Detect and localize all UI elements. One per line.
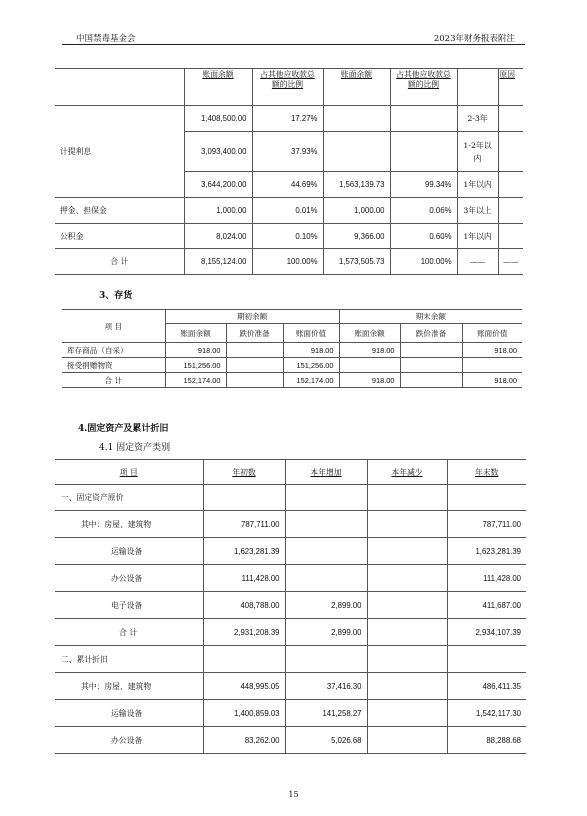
cell bbox=[498, 224, 523, 249]
table-row bbox=[55, 673, 526, 700]
section-title: 4.固定资产及累计折旧 bbox=[78, 424, 169, 434]
table-row bbox=[55, 485, 526, 511]
total-row bbox=[55, 619, 526, 646]
row-label: 办公设备 bbox=[55, 565, 203, 592]
cell: 2,899.00 bbox=[285, 592, 367, 619]
cell bbox=[323, 132, 390, 172]
row-label: 合 计 bbox=[55, 249, 184, 275]
col-header: 账面价值 bbox=[462, 324, 522, 343]
cell: 1,542,117.30 bbox=[447, 700, 526, 727]
table-row bbox=[55, 538, 526, 565]
cell: 152,174.00 bbox=[283, 373, 339, 388]
cell: 111,428.00 bbox=[203, 565, 285, 592]
cell: 918.00 bbox=[165, 343, 226, 358]
table-row bbox=[55, 592, 526, 619]
table-header-row bbox=[62, 310, 522, 324]
cell: 44.69% bbox=[252, 172, 323, 198]
total-row bbox=[62, 373, 522, 388]
row-label: 其中：房屋、建筑物 bbox=[55, 673, 203, 700]
cell: 411,687.00 bbox=[447, 592, 526, 619]
row-label: 计提利息 bbox=[55, 106, 184, 198]
table-row bbox=[55, 646, 526, 673]
cell: 2,931,208.39 bbox=[203, 619, 285, 646]
cell bbox=[498, 132, 523, 172]
cell bbox=[367, 673, 447, 700]
cell: 1,000.00 bbox=[323, 198, 390, 224]
cell: 1,623,281.39 bbox=[203, 538, 285, 565]
cell bbox=[390, 132, 457, 172]
cell: 99.34% bbox=[390, 172, 457, 198]
cell: 100.00% bbox=[252, 249, 323, 275]
header-blank bbox=[457, 69, 498, 106]
col-header: 跌价准备 bbox=[226, 324, 283, 343]
cell: 918.00 bbox=[339, 373, 400, 388]
cell: 1年以内 bbox=[457, 224, 498, 249]
cell: 918.00 bbox=[462, 373, 522, 388]
cell bbox=[498, 198, 523, 224]
cell bbox=[367, 485, 447, 511]
cell: 111,428.00 bbox=[447, 565, 526, 592]
table-row bbox=[55, 511, 526, 538]
group-header: 期初余额 bbox=[165, 310, 339, 324]
cell bbox=[367, 700, 447, 727]
table-row bbox=[62, 358, 522, 373]
table-row bbox=[55, 565, 526, 592]
cell bbox=[226, 373, 283, 388]
col-header: 跌价准备 bbox=[400, 324, 462, 343]
cell: 8,155,124.00 bbox=[184, 249, 252, 275]
col-header: 年初数 bbox=[203, 460, 285, 485]
cell: 1,573,505.73 bbox=[323, 249, 390, 275]
group-header: 期末余额 bbox=[339, 310, 522, 324]
table-row bbox=[55, 198, 523, 224]
row-label: 运输设备 bbox=[55, 538, 203, 565]
cell: 5,026.68 bbox=[285, 727, 367, 754]
total-row bbox=[55, 249, 523, 275]
cell: 448,995.05 bbox=[203, 673, 285, 700]
cell: 141,258.27 bbox=[285, 700, 367, 727]
cell: 88,288.68 bbox=[447, 727, 526, 754]
header-blank bbox=[55, 69, 184, 106]
col-header: 本年增加 bbox=[285, 460, 367, 485]
col-header: 账面价值 bbox=[283, 324, 339, 343]
cell bbox=[367, 592, 447, 619]
table-row bbox=[55, 106, 523, 132]
cell: 2,899.00 bbox=[285, 619, 367, 646]
cell bbox=[339, 358, 400, 373]
row-label: 公积金 bbox=[55, 224, 184, 249]
cell bbox=[447, 485, 526, 511]
cell bbox=[285, 538, 367, 565]
cell: 37,416.30 bbox=[285, 673, 367, 700]
cell: 787,711.00 bbox=[203, 511, 285, 538]
col-header: 账面余额 bbox=[184, 69, 252, 106]
cell: 3年以上 bbox=[457, 198, 498, 224]
table-header-row bbox=[55, 460, 526, 485]
fixed-assets-table bbox=[55, 459, 526, 754]
cell: —— bbox=[457, 249, 498, 275]
cell: 1,400,859.03 bbox=[203, 700, 285, 727]
cell: 8,024.00 bbox=[184, 224, 252, 249]
cell: 0.10% bbox=[252, 224, 323, 249]
row-label: 一、固定资产原价 bbox=[55, 485, 203, 511]
cell bbox=[367, 619, 447, 646]
cell bbox=[367, 646, 447, 673]
col-header: 账面余额 bbox=[165, 324, 226, 343]
cell: 83,262.00 bbox=[203, 727, 285, 754]
cell bbox=[462, 358, 522, 373]
cell: 1,563,139.73 bbox=[323, 172, 390, 198]
cell bbox=[285, 646, 367, 673]
receivables-table bbox=[55, 68, 523, 275]
report-title: 2023年财务报表附注 bbox=[433, 34, 515, 44]
cell bbox=[390, 106, 457, 132]
cell: 918.00 bbox=[283, 343, 339, 358]
cell bbox=[226, 343, 283, 358]
row-label: 接受捐赠物资 bbox=[62, 358, 165, 373]
row-label: 办公设备 bbox=[55, 727, 203, 754]
cell bbox=[367, 565, 447, 592]
page-number: 15 bbox=[288, 790, 299, 799]
row-label: 合 计 bbox=[55, 619, 203, 646]
inventory-table bbox=[62, 309, 522, 388]
table-row bbox=[55, 700, 526, 727]
row-label: 押金、担保金 bbox=[55, 198, 184, 224]
org-name: 中国禁毒基金会 bbox=[76, 34, 136, 44]
row-label: 库存商品（自采） bbox=[62, 343, 165, 358]
cell bbox=[323, 106, 390, 132]
cell: 3,644,200.00 bbox=[184, 172, 252, 198]
row-label: 运输设备 bbox=[55, 700, 203, 727]
cell bbox=[285, 565, 367, 592]
cell bbox=[367, 727, 447, 754]
cell: 151,256.00 bbox=[165, 358, 226, 373]
cell bbox=[203, 485, 285, 511]
cell: 2,934,107.39 bbox=[447, 619, 526, 646]
cell: 408,788.00 bbox=[203, 592, 285, 619]
col-header: 本年减少 bbox=[367, 460, 447, 485]
cell: 0.06% bbox=[390, 198, 457, 224]
cell: 151,256.00 bbox=[283, 358, 339, 373]
col-header: 项 目 bbox=[55, 460, 203, 485]
table-header-row bbox=[55, 69, 523, 106]
cell bbox=[367, 511, 447, 538]
cell bbox=[400, 373, 462, 388]
cell: 1,000.00 bbox=[184, 198, 252, 224]
cell bbox=[400, 358, 462, 373]
cell: 37.93% bbox=[252, 132, 323, 172]
cell: 152,174.00 bbox=[165, 373, 226, 388]
col-header: 账面余额 bbox=[339, 324, 400, 343]
cell: 1,408,500.00 bbox=[184, 106, 252, 132]
col-header: 占其他应收款总额的比例 bbox=[390, 69, 457, 106]
cell: 486,411.35 bbox=[447, 673, 526, 700]
cell bbox=[498, 172, 523, 198]
table-row bbox=[55, 224, 523, 249]
table-row bbox=[62, 343, 522, 358]
cell: 17.27% bbox=[252, 106, 323, 132]
cell bbox=[226, 358, 283, 373]
cell: 1,623,281.39 bbox=[447, 538, 526, 565]
cell: 9,366.00 bbox=[323, 224, 390, 249]
row-label: 二、累计折旧 bbox=[55, 646, 203, 673]
col-header: 原因 bbox=[498, 69, 523, 106]
cell: 100.00% bbox=[390, 249, 457, 275]
row-label: 其中：房屋、建筑物 bbox=[55, 511, 203, 538]
cell: 2-3年 bbox=[457, 106, 498, 132]
cell: —— bbox=[498, 249, 523, 275]
section-subtitle: 4.1 固定资产类别 bbox=[99, 443, 171, 453]
col-header: 占其他应收款总额的比例 bbox=[252, 69, 323, 106]
cell: 3,093,400.00 bbox=[184, 132, 252, 172]
cell bbox=[447, 646, 526, 673]
cell: 918.00 bbox=[339, 343, 400, 358]
row-label: 电子设备 bbox=[55, 592, 203, 619]
section-title: 3、存货 bbox=[99, 291, 133, 301]
cell bbox=[367, 538, 447, 565]
col-header: 年末数 bbox=[447, 460, 526, 485]
table-row bbox=[55, 727, 526, 754]
cell: 1-2年以内 bbox=[457, 132, 498, 172]
cell bbox=[498, 106, 523, 132]
cell bbox=[285, 511, 367, 538]
cell bbox=[285, 485, 367, 511]
row-label: 合 计 bbox=[62, 373, 165, 388]
page-header bbox=[62, 30, 525, 45]
cell: 787,711.00 bbox=[447, 511, 526, 538]
cell bbox=[400, 343, 462, 358]
cell: 918.00 bbox=[462, 343, 522, 358]
cell: 0.01% bbox=[252, 198, 323, 224]
cell: 1年以内 bbox=[457, 172, 498, 198]
item-header: 项 目 bbox=[62, 310, 165, 343]
cell bbox=[203, 646, 285, 673]
cell: 0.60% bbox=[390, 224, 457, 249]
col-header: 账面余额 bbox=[323, 69, 390, 106]
